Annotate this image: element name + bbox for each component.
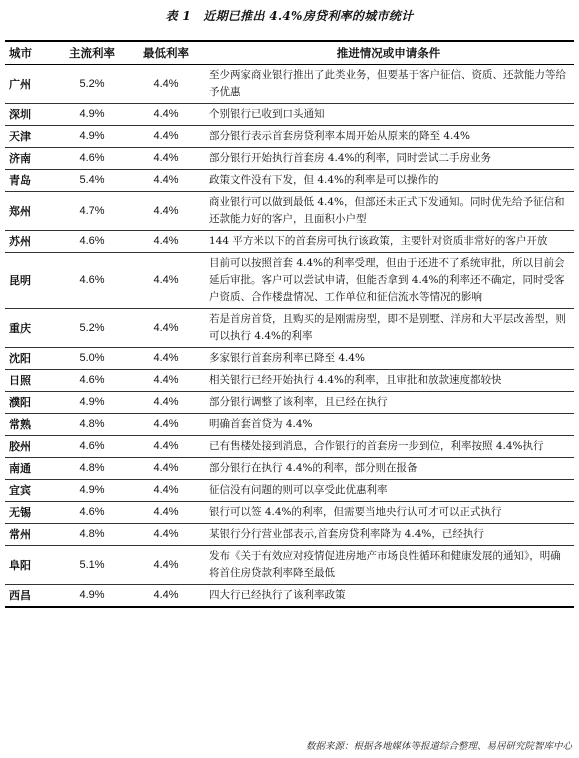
header-min-rate: 最低利率 bbox=[129, 41, 203, 65]
main-rate-cell: 5.4% bbox=[55, 170, 129, 192]
conditions-cell: 政策文件没有下发，但 4.4%的利率是可以操作的 bbox=[203, 170, 574, 192]
header-main-rate: 主流利率 bbox=[55, 41, 129, 65]
main-rate-cell: 4.9% bbox=[55, 126, 129, 148]
table-row bbox=[5, 585, 574, 608]
city-cell: 昆明 bbox=[5, 253, 55, 309]
city-cell: 无锡 bbox=[5, 502, 55, 524]
main-rate-cell: 4.8% bbox=[55, 414, 129, 436]
table-row bbox=[5, 436, 574, 458]
conditions-cell: 部分银行开始执行首套房 4.4%的利率，同时尝试二手房业务 bbox=[203, 148, 574, 170]
main-rate-cell: 4.6% bbox=[55, 370, 129, 392]
table-row bbox=[5, 104, 574, 126]
conditions-cell: 某银行分行营业部表示,首套房贷利率降为 4.4%，已经执行 bbox=[203, 524, 574, 546]
main-rate-cell: 5.2% bbox=[55, 65, 129, 104]
table-row bbox=[5, 231, 574, 253]
conditions-cell: 多家银行首套房利率已降至 4.4% bbox=[203, 348, 574, 370]
table-row bbox=[5, 253, 574, 309]
conditions-cell: 144 平方米以下的首套房可执行该政策，主要针对资质非常好的客户开放 bbox=[203, 231, 574, 253]
city-cell: 宜宾 bbox=[5, 480, 55, 502]
table-row bbox=[5, 65, 574, 104]
conditions-cell: 银行可以签 4.4%的利率，但需要当地央行认可才可以正式执行 bbox=[203, 502, 574, 524]
conditions-cell: 已有售楼处接到消息，合作银行的首套房一步到位，利率按照 4.4%执行 bbox=[203, 436, 574, 458]
main-rate-cell: 4.6% bbox=[55, 436, 129, 458]
min-rate-cell: 4.4% bbox=[129, 170, 203, 192]
main-rate-cell: 4.7% bbox=[55, 192, 129, 231]
main-rate-cell: 4.6% bbox=[55, 231, 129, 253]
min-rate-cell: 4.4% bbox=[129, 231, 203, 253]
min-rate-cell: 4.4% bbox=[129, 524, 203, 546]
table-row bbox=[5, 392, 574, 414]
city-cell: 胶州 bbox=[5, 436, 55, 458]
conditions-cell: 若是首房首贷，且购买的是刚需房型，即不是别墅、洋房和大平层改善型，则可以执行 4.4%的利率 bbox=[203, 309, 574, 348]
table-row bbox=[5, 458, 574, 480]
conditions-cell: 明确首套首贷为 4.4% bbox=[203, 414, 574, 436]
table-row bbox=[5, 348, 574, 370]
table-row bbox=[5, 126, 574, 148]
table-row bbox=[5, 192, 574, 231]
min-rate-cell: 4.4% bbox=[129, 148, 203, 170]
min-rate-cell: 4.4% bbox=[129, 253, 203, 309]
min-rate-cell: 4.4% bbox=[129, 392, 203, 414]
main-rate-cell: 5.2% bbox=[55, 309, 129, 348]
main-rate-cell: 4.6% bbox=[55, 148, 129, 170]
header-city: 城市 bbox=[5, 41, 55, 65]
conditions-cell: 个别银行已收到口头通知 bbox=[203, 104, 574, 126]
min-rate-cell: 4.4% bbox=[129, 546, 203, 585]
city-cell: 广州 bbox=[5, 65, 55, 104]
main-rate-cell: 4.6% bbox=[55, 502, 129, 524]
main-rate-cell: 5.0% bbox=[55, 348, 129, 370]
conditions-cell: 部分银行调整了该利率，且已经在执行 bbox=[203, 392, 574, 414]
conditions-cell: 部分银行表示首套房贷利率本周开始从原来的降至 4.4% bbox=[203, 126, 574, 148]
min-rate-cell: 4.4% bbox=[129, 192, 203, 231]
conditions-cell: 至少两家商业银行推出了此类业务，但要基于客户征信、资质、还款能力等给予优惠 bbox=[203, 65, 574, 104]
conditions-cell: 四大行已经执行了该利率政策 bbox=[203, 585, 574, 608]
conditions-cell: 商业银行可以做到最低 4.4%，但部还未正式下发通知。同时优先给予征信和还款能力好的客户，且面积小户型 bbox=[203, 192, 574, 231]
city-cell: 常州 bbox=[5, 524, 55, 546]
min-rate-cell: 4.4% bbox=[129, 309, 203, 348]
table-row bbox=[5, 480, 574, 502]
conditions-cell: 目前可以按照首套 4.4%的利率受理，但由于还进不了系统审批，所以目前会延后审批。客户可以尝试申请，但能否拿到 4.4%的利率还不确定，同时受客户资质、合作楼盘情况、工作单位和征信流水等情况的影响 bbox=[203, 253, 574, 309]
source-note: 数据来源：根据各地媒体等报道综合整理、易居研究院智库中心 bbox=[305, 741, 572, 752]
city-rate-table bbox=[5, 40, 574, 608]
min-rate-cell: 4.4% bbox=[129, 126, 203, 148]
main-rate-cell: 5.1% bbox=[55, 546, 129, 585]
table-row bbox=[5, 170, 574, 192]
conditions-cell: 部分银行在执行 4.4%的利率，部分则在报备 bbox=[203, 458, 574, 480]
table-row bbox=[5, 414, 574, 436]
min-rate-cell: 4.4% bbox=[129, 458, 203, 480]
city-cell: 深圳 bbox=[5, 104, 55, 126]
min-rate-cell: 4.4% bbox=[129, 65, 203, 104]
city-cell: 西昌 bbox=[5, 585, 55, 608]
min-rate-cell: 4.4% bbox=[129, 104, 203, 126]
conditions-cell: 发布《关于有效应对疫情促进房地产市场良性循环和健康发展的通知》，明确将首住房贷款利率降至最低 bbox=[203, 546, 574, 585]
min-rate-cell: 4.4% bbox=[129, 414, 203, 436]
table-row bbox=[5, 370, 574, 392]
main-rate-cell: 4.9% bbox=[55, 585, 129, 608]
city-cell: 青岛 bbox=[5, 170, 55, 192]
table-row bbox=[5, 546, 574, 585]
city-cell: 濮阳 bbox=[5, 392, 55, 414]
city-cell: 济南 bbox=[5, 148, 55, 170]
main-rate-cell: 4.9% bbox=[55, 392, 129, 414]
min-rate-cell: 4.4% bbox=[129, 436, 203, 458]
city-cell: 阜阳 bbox=[5, 546, 55, 585]
city-cell: 重庆 bbox=[5, 309, 55, 348]
table-header-row bbox=[5, 41, 574, 65]
city-cell: 常熟 bbox=[5, 414, 55, 436]
main-rate-cell: 4.9% bbox=[55, 480, 129, 502]
city-cell: 南通 bbox=[5, 458, 55, 480]
conditions-cell: 相关银行已经开始执行 4.4%的利率，且审批和放款速度都较快 bbox=[203, 370, 574, 392]
main-rate-cell: 4.9% bbox=[55, 104, 129, 126]
min-rate-cell: 4.4% bbox=[129, 585, 203, 608]
table-row bbox=[5, 524, 574, 546]
table-row bbox=[5, 148, 574, 170]
min-rate-cell: 4.4% bbox=[129, 502, 203, 524]
table-row bbox=[5, 502, 574, 524]
min-rate-cell: 4.4% bbox=[129, 370, 203, 392]
table-title: 表 1 近期已推出 4.4%房贷利率的城市统计 bbox=[165, 9, 414, 23]
conditions-cell: 征信没有问题的则可以享受此优惠利率 bbox=[203, 480, 574, 502]
city-cell: 郑州 bbox=[5, 192, 55, 231]
main-rate-cell: 4.6% bbox=[55, 253, 129, 309]
min-rate-cell: 4.4% bbox=[129, 348, 203, 370]
main-rate-cell: 4.8% bbox=[55, 524, 129, 546]
city-cell: 沈阳 bbox=[5, 348, 55, 370]
table-row bbox=[5, 309, 574, 348]
city-cell: 苏州 bbox=[5, 231, 55, 253]
header-conditions: 推进情况或申请条件 bbox=[203, 41, 574, 65]
city-cell: 天津 bbox=[5, 126, 55, 148]
main-rate-cell: 4.8% bbox=[55, 458, 129, 480]
city-cell: 日照 bbox=[5, 370, 55, 392]
min-rate-cell: 4.4% bbox=[129, 480, 203, 502]
